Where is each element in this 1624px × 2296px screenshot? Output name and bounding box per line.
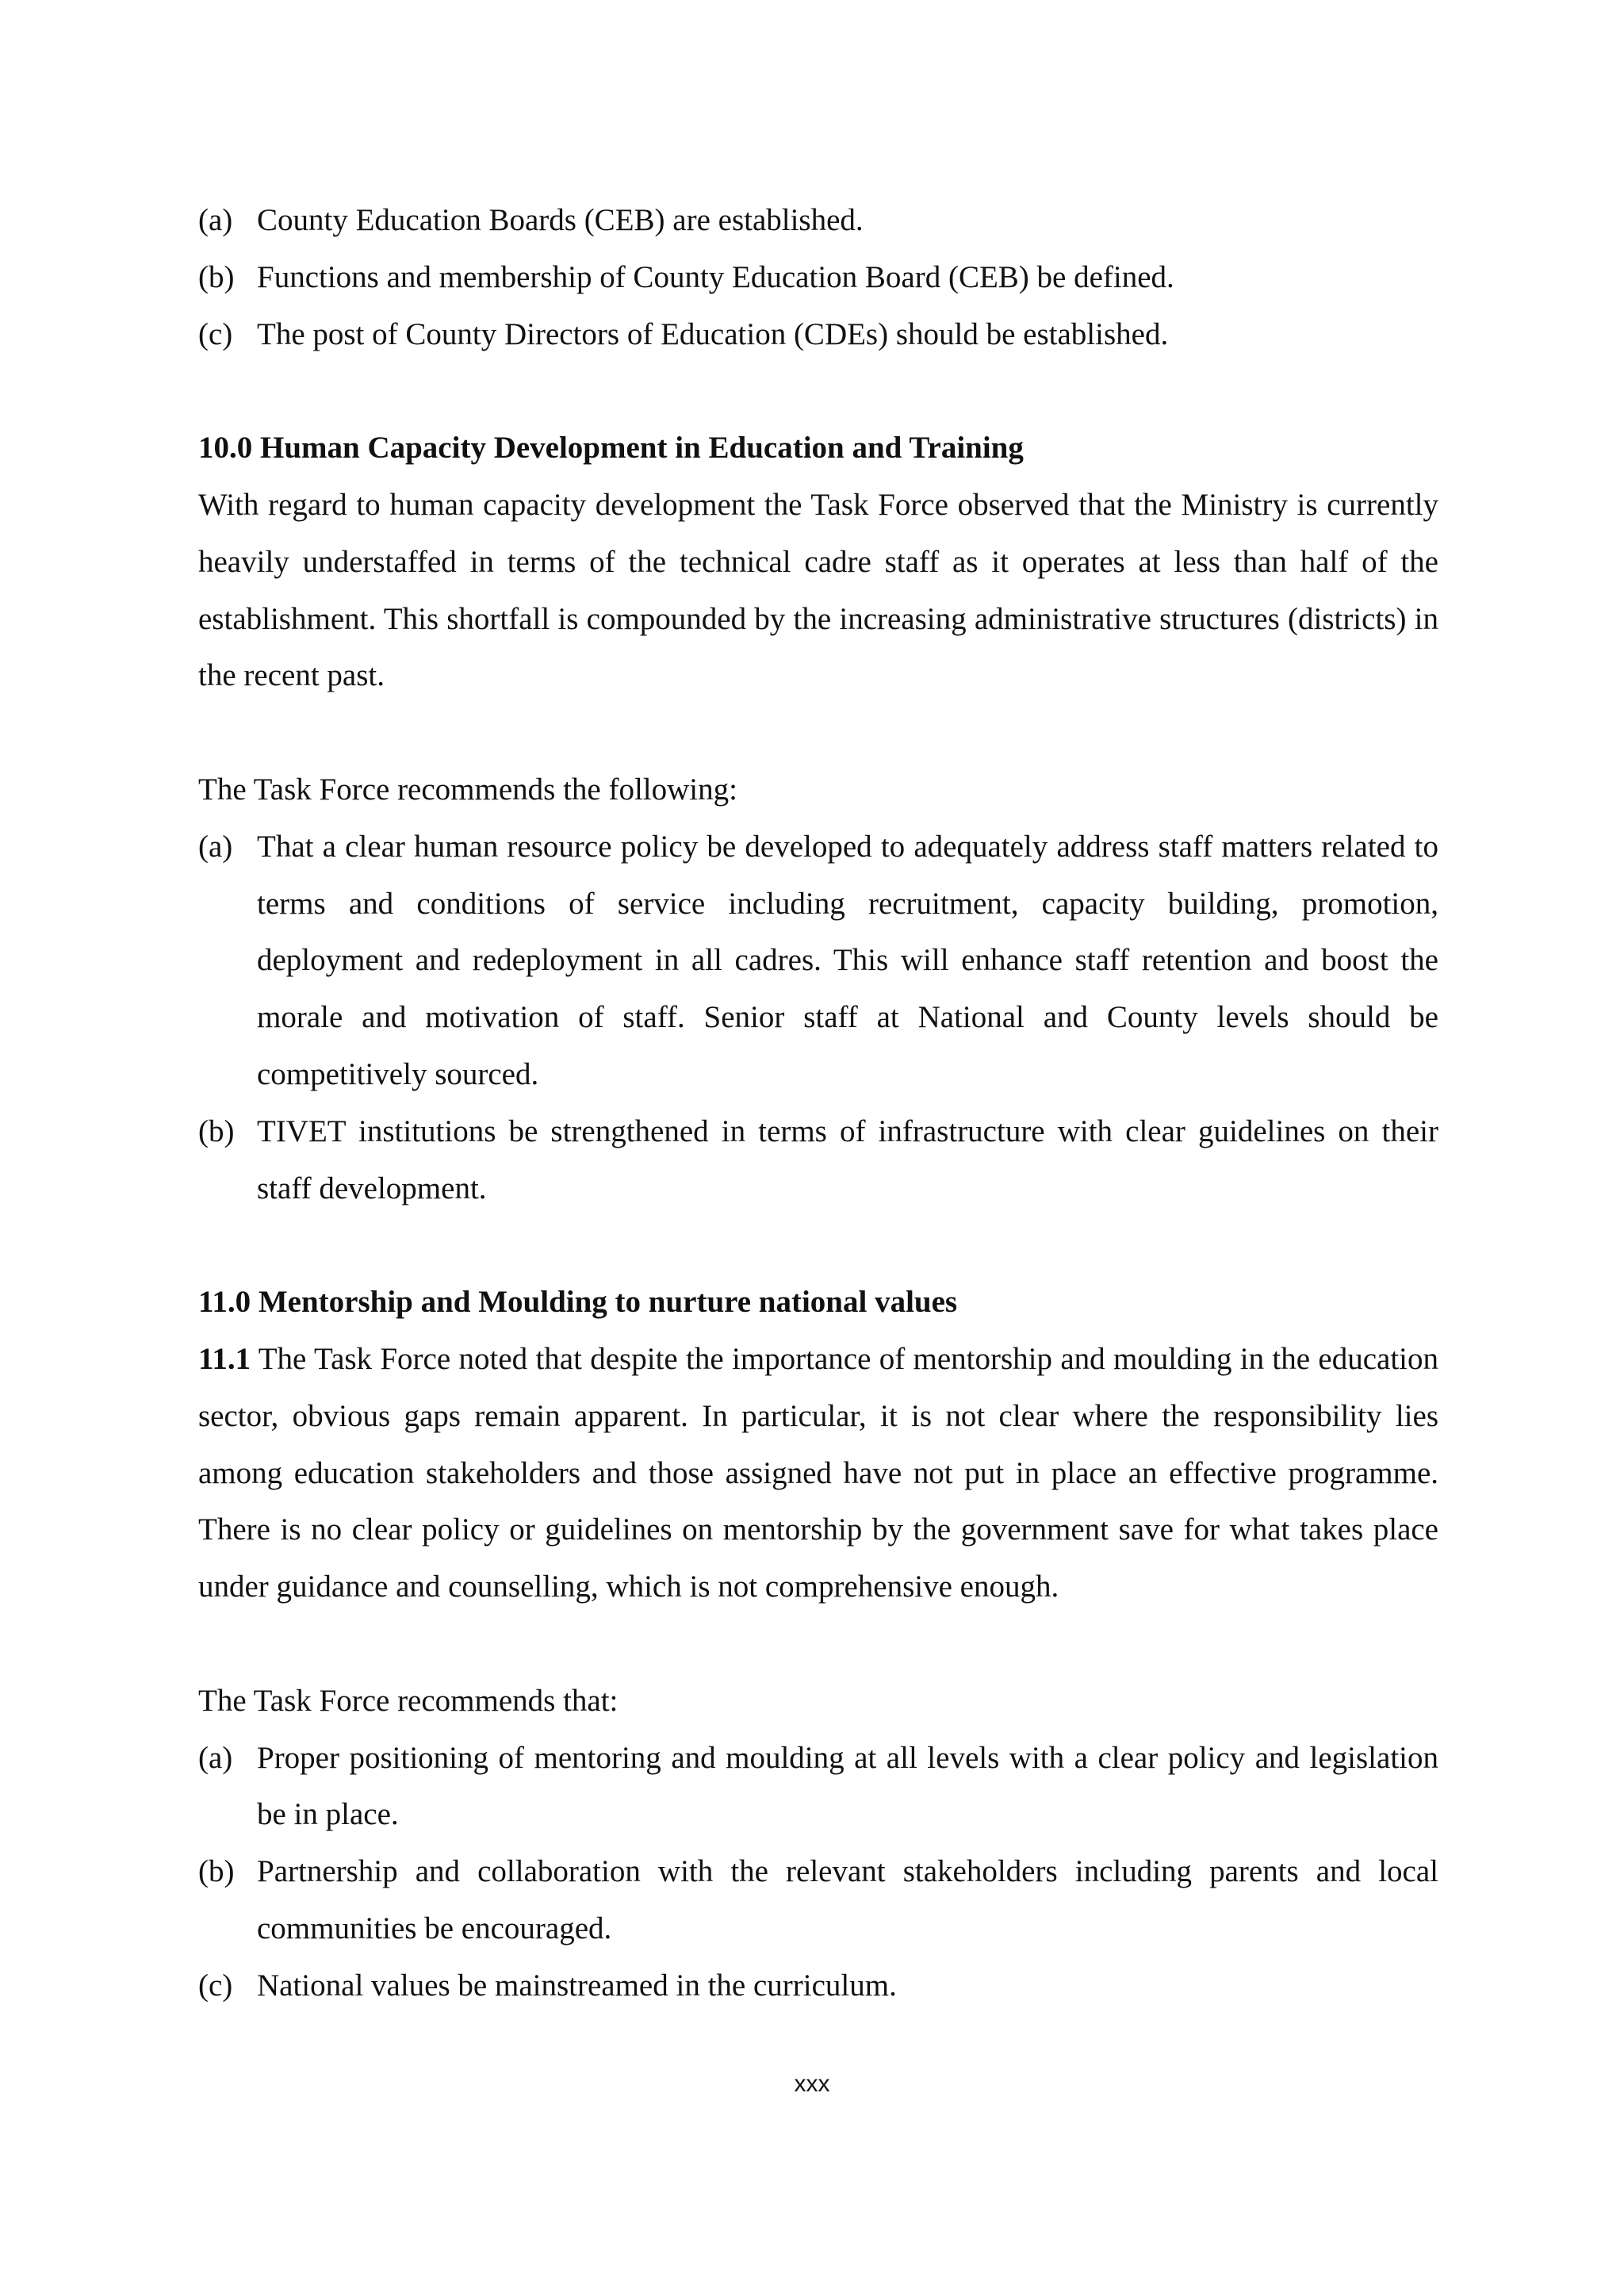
list-item	[198, 1103, 1438, 1217]
section-10-paragraph: With regard to human capacity development the Task Force observed that the Ministry is currently heavily understaffed in terms of the technical cadre staff as it operates at less than half of the establishment. This shortfall is compounded by the increasing administrative structures (districts) in the recent past.	[198, 487, 1438, 693]
section-10-heading: 10.0 Human Capacity Development in Education and Training	[198, 431, 1024, 466]
list-item-text: Functions and membership of County Education Board (CEB) be defined.	[257, 259, 1174, 294]
list-item	[198, 192, 1438, 249]
section-11-paragraph	[198, 1331, 1438, 1616]
list-item	[198, 1730, 1438, 1844]
list-marker: (b)	[198, 1854, 235, 1889]
list-marker: (c)	[198, 316, 233, 351]
list-item-text: Proper positioning of mentoring and moulding at all levels with a clear policy and legislation be in place.	[257, 1740, 1438, 1832]
list-item-text: The post of County Directors of Education (CDEs) should be established.	[257, 316, 1169, 351]
list-marker: (a)	[198, 1740, 233, 1775]
section-10-recommendations	[198, 818, 1438, 1217]
list-item	[198, 1957, 1438, 2014]
section-11-heading: 11.0 Mentorship and Moulding to nurture national values	[198, 1285, 958, 1320]
list-marker: (c)	[198, 1968, 233, 2003]
list-item	[198, 1843, 1438, 1957]
document-page	[198, 192, 1438, 2014]
list-item-text: Partnership and collaboration with the relevant stakeholders including parents and local communities be encouraged.	[257, 1854, 1438, 1945]
spacer	[198, 704, 1438, 761]
section-10-recommends-intro: The Task Force recommends the following:	[198, 772, 737, 807]
list-marker: (a)	[198, 829, 233, 864]
list-item-text: National values be mainstreamed in the curriculum.	[257, 1968, 897, 2003]
section-11-paragraph-text: The Task Force noted that despite the importance of mentorship and moulding in the education sector, obvious gaps remain apparent. In particular, it is not clear where the responsibility lies among education stakeholders and those assigned have not put in place an effective programme. There is no clear policy or guidelines on mentorship by the government save for what takes place under guidance and counselling, which is not comprehensive enough.	[198, 1341, 1438, 1604]
spacer	[198, 362, 1438, 420]
list-item	[198, 306, 1438, 363]
list-marker: (a)	[198, 203, 233, 237]
ceb-list	[198, 192, 1438, 362]
spacer	[198, 1616, 1438, 1673]
spacer	[198, 1217, 1438, 1274]
list-marker: (b)	[198, 259, 235, 294]
list-marker: (b)	[198, 1114, 235, 1148]
section-11-recommendations	[198, 1730, 1438, 2014]
list-item	[198, 249, 1438, 306]
section-11-recommends-intro: The Task Force recommends that:	[198, 1683, 619, 1718]
page-number: xxx	[794, 2071, 830, 2097]
list-item-text: That a clear human resource policy be developed to adequately address staff matters related to terms and conditions of service including recruitment, capacity building, promotion, deployment and redeployment in all cadres. This will enhance staff retention and boost the morale and motivation of staff. Senior staff at National and County levels should be competitively sourced.	[257, 829, 1438, 1091]
list-item-text: County Education Boards (CEB) are established.	[257, 203, 864, 237]
list-item	[198, 818, 1438, 1103]
subsection-number: 11.1	[198, 1341, 251, 1376]
list-item-text: TIVET institutions be strengthened in terms of infrastructure with clear guidelines on their staff development.	[257, 1114, 1438, 1205]
